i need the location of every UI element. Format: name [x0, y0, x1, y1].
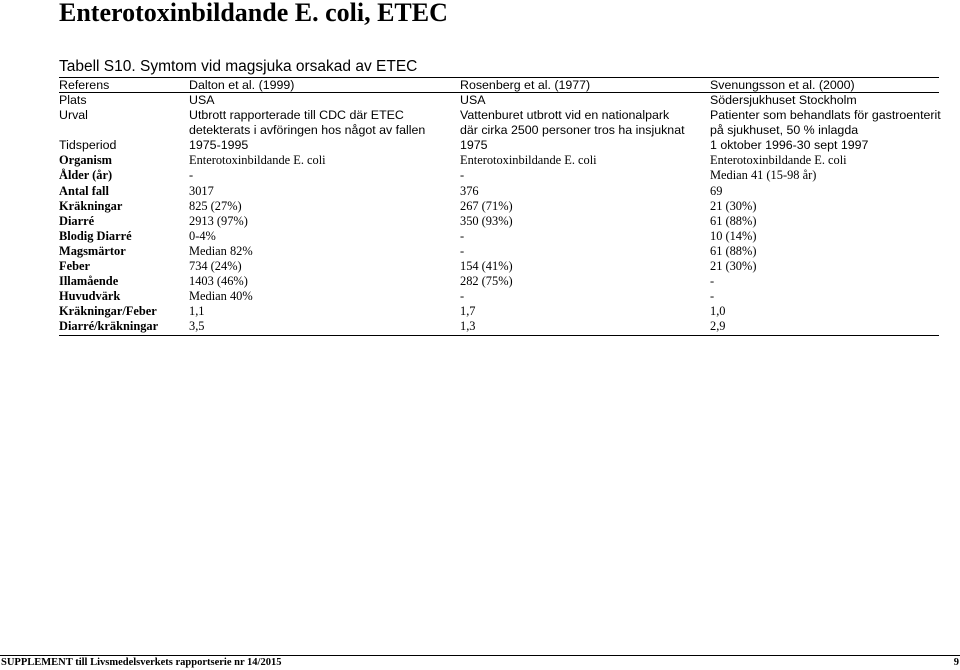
cell: 1975 — [460, 138, 488, 153]
cell: - — [460, 168, 465, 183]
cell: 2,9 — [710, 319, 939, 335]
table-row — [59, 274, 939, 289]
cell: Median 82% — [189, 243, 253, 258]
header-ref-svenungsson: Svenungsson et al. (2000) — [710, 78, 939, 93]
cell: 3017 — [189, 183, 214, 198]
cell: Enterotoxinbildande E. coli — [460, 153, 597, 168]
cell — [710, 108, 939, 138]
cell: 1,1 — [189, 304, 205, 319]
cell: 1,0 — [710, 304, 726, 319]
cell: - — [460, 228, 465, 243]
cell: 1975-1995 — [189, 138, 249, 153]
table-row — [59, 168, 939, 183]
table-row-plats — [59, 93, 939, 109]
cell: Södersjukhuset Stockholm — [710, 93, 857, 107]
cell: 21 (30%) — [710, 198, 757, 213]
document-title: Enterotoxinbildande E. coli, ETEC — [59, 0, 448, 27]
cell: 734 (24%) — [189, 259, 242, 274]
row-label: Diarré — [59, 213, 95, 228]
row-label: Urval — [59, 108, 88, 123]
cell: - — [460, 289, 465, 304]
cell — [189, 108, 460, 138]
cell: 21 (30%) — [710, 259, 757, 274]
row-label: Ålder (år) — [59, 168, 113, 183]
header-label: Referens — [59, 78, 189, 93]
cell: 825 (27%) — [189, 198, 242, 213]
table-row — [59, 259, 939, 274]
table-row — [59, 153, 939, 168]
cell: 69 — [710, 183, 723, 198]
cell: 1403 (46%) — [189, 274, 248, 289]
header-ref-dalton: Dalton et al. (1999) — [189, 78, 460, 93]
row-label: Diarré/kräkningar — [59, 319, 189, 335]
cell — [460, 108, 710, 138]
cell: 282 (75%) — [460, 274, 513, 289]
cell: 1,7 — [460, 304, 476, 319]
cell: 2913 (97%) — [189, 213, 248, 228]
table-row — [59, 184, 939, 199]
cell-line: på sjukhuset, 50 % inlagda — [710, 123, 859, 138]
row-label: Illamående — [59, 274, 119, 289]
table-row-tidsperiod — [59, 138, 939, 153]
cell: 0-4% — [189, 228, 216, 243]
cell-line: Vattenburet utbrott vid en nationalpark — [460, 108, 670, 123]
cell: USA — [460, 93, 486, 107]
cell-line: där cirka 2500 personer tros ha insjuknat — [460, 123, 685, 138]
cell: 154 (41%) — [460, 259, 513, 274]
cell: Enterotoxinbildande E. coli — [189, 153, 326, 168]
cell: - — [710, 289, 715, 304]
table-row — [59, 244, 939, 259]
cell: - — [710, 274, 715, 289]
table-row-urval — [59, 108, 939, 138]
row-label: Kräkningar — [59, 198, 123, 213]
cell: 61 (88%) — [710, 213, 757, 228]
cell-line: Patienter som behandlats för gastroenterit — [710, 108, 941, 123]
table-row — [59, 214, 939, 229]
table-header-row — [59, 78, 939, 93]
cell: 1,3 — [460, 319, 710, 335]
footer-text: SUPPLEMENT till Livsmedelsverkets rapportserie nr 14/2015 — [1, 657, 282, 668]
page-number: 9 — [953, 657, 959, 668]
table-caption: Tabell S10. Symtom vid magsjuka orsakad av ETEC — [59, 58, 418, 75]
cell-line: detekterats i avföringen hos något av fallen — [189, 123, 426, 138]
cell: Enterotoxinbildande E. coli — [710, 153, 847, 168]
table-row — [59, 289, 939, 304]
cell: 350 (93%) — [460, 213, 513, 228]
row-label: Huvudvärk — [59, 289, 121, 304]
cell: 267 (71%) — [460, 198, 513, 213]
cell: - — [460, 243, 465, 258]
table-row — [59, 199, 939, 214]
cell: - — [189, 168, 194, 183]
row-label: Magsmärtor — [59, 243, 126, 258]
cell: Median 41 (15-98 år) — [710, 168, 817, 183]
row-label: Feber — [59, 259, 90, 274]
table-row — [59, 229, 939, 244]
cell-line: Utbrott rapporterade till CDC där ETEC — [189, 108, 404, 123]
row-label: Blodig Diarré — [59, 228, 132, 243]
cell: 1 oktober 1996-30 sept 1997 — [710, 138, 869, 153]
cell: 61 (88%) — [710, 243, 757, 258]
row-label: Tidsperiod — [59, 138, 117, 153]
cell: Median 40% — [189, 289, 253, 304]
row-label: Organism — [59, 153, 113, 168]
symptom-table — [59, 77, 939, 336]
footer-divider — [0, 655, 960, 656]
header-ref-rosenberg: Rosenberg et al. (1977) — [460, 78, 710, 93]
cell: 376 — [460, 183, 479, 198]
cell: 10 (14%) — [710, 228, 757, 243]
cell: USA — [189, 93, 215, 107]
row-label: Antal fall — [59, 183, 109, 198]
row-label: Kräkningar/Feber — [59, 304, 157, 319]
table-row — [59, 304, 939, 319]
cell: 3,5 — [189, 319, 460, 335]
table-row — [59, 319, 939, 335]
row-label: Plats — [59, 93, 87, 107]
